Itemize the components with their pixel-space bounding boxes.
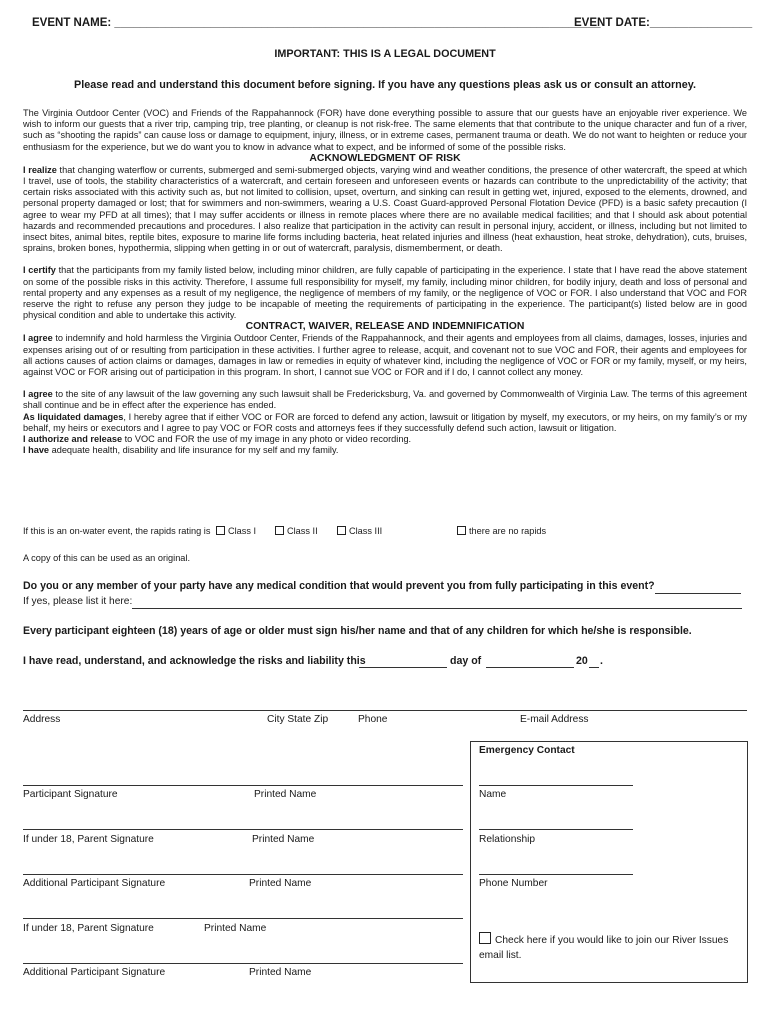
class3-option[interactable] [337,526,382,536]
emergency-relationship-line[interactable] [479,829,633,830]
legal-body [23,108,747,456]
agree2-paragraph [23,389,747,411]
agree1-paragraph [23,333,747,378]
parent-signature-label-1: If under 18, Parent Signature [23,834,154,845]
acknowledge-year-line[interactable] [589,667,599,668]
certify-paragraph [23,265,747,321]
printed-name-label-1: Printed Name [254,789,317,800]
participant-signature-label: Participant Signature [23,789,118,800]
authorize-text: to VOC and FOR the use of my image in any photo or video recording. [122,434,412,445]
acknowledge-text: I have read, understand, and acknowledge the risks and liability this [23,655,366,667]
intro-paragraph: The Virginia Outdoor Center (VOC) and Friends of the Rappahannock (FOR) have done everything possible to assure that our guests have an enjoyable river experience. We wish to inform our guests that a river trip, camping trip, tree planting, or cleanup is not risk-free. The same elements that that contribute to the unique character and fun of a river, such as “shooting the rapids” can cause loss or damage to equipment, injury, illness, or in extreme cases, permanent trauma or death. We do not want to heighten or reduce your enthusiasm for the experience, but we do want you to know in advance what to expect, and be informed of some of the possible risks. [23,108,747,152]
authorize-paragraph [23,434,747,445]
address-label: Address [23,714,61,725]
emergency-phone-line[interactable] [479,874,633,875]
class2-label: Class II [287,526,318,536]
year-prefix: 20 [576,655,588,667]
printed-name-label-3: Printed Name [249,878,312,889]
parent-signature-label-2: If under 18, Parent Signature [23,923,154,934]
additional-signature-line-2[interactable] [23,963,463,964]
realize-paragraph [23,165,747,255]
additional-signature-label-1: Additional Participant Signature [23,878,166,889]
rapids-rating-text: If this is an on-water event, the rapids rating is [23,526,211,536]
important-title: IMPORTANT: THIS IS A LEGAL DOCUMENT [274,48,496,60]
participant-signature-line[interactable] [23,785,463,786]
agree1-text: to indemnify and hold harmless the Virginia Outdoor Center, Friends of the Rappahannock, and their agents and employees from all claims, damages, losses, injuries and expenses arising out of or resulting from participation in these activities. I further agree to release, acquit, and covenant not to sue VOC and FOR, their agents and employees for all actions causes of action claims or damages, damages in law or remedies in equity of whatever kind, including the negligence of VOC or FOR or my family, myself, or my heirs, against VOC or FOR arising out of participation in this program. In short, I cannot sue VOC or FOR and if I do, I cannot collect any money. [23,333,747,378]
city-state-zip-label: City State Zip [267,714,329,725]
have-lead: I have [23,445,50,456]
parent-signature-line-1[interactable] [23,829,463,830]
please-read-note: Please read and understand this document before signing. If you have any questions pleas ask us or consult an attorney. [74,79,696,91]
emergency-name-line[interactable] [479,785,633,786]
join-list-label-2: email list. [479,950,522,961]
realize-text: that changing waterflow or currents, submerged and semi-submerged objects, varying wind and weather conditions, the presence of other watercraft, the speed at which I travel, use of tools, the stability characteristics of a watercraft, and certain foreseen and unforeseen events or hazards can contribute to the unpredictability of the activity; that certain risks associated with this activity such as, but not limited to collision, upset, overturn, and sinking can result in getting wet, injured, exposed to the elements, drowned, and personal property damaged or lost; that for swimmers and non-swimmers, wearing a U.S. Coast Guard-approved Personal Flotation Device (PFD) is a basic safety precaution (I agree to wear my PFD at all times); that I may suffer accidents or illness in remote places where there are no available medical facilities; and that I should ask about potential hazards and recommended precautions and procedures. I also realize that participation in the activity can result in personal injury, accident, or illness, including but not limited to insect bites, animal bites, reptile bites, exposure to marine life forms including bacteria, heat related injuries and illness (heat exhaustion, heat stroke, dehydration), cuts, bruises, sprains, broken bones, hypothermia, slipping when getting in or out of watercraft, paralysis, dismemberment, or death. [23,164,747,254]
no-rapids-checkbox[interactable] [457,526,466,535]
class2-option[interactable] [275,526,318,536]
liquidated-lead: As liquidated damages [23,411,124,422]
no-rapids-label: there are no rapids [469,526,547,536]
agree2-text: to the site of any lawsuit of the law governing any such lawsuit shall be Fredericksburg, Va. and governed by Commonwealth of Virginia Law. The terms of this agreement shall continue and be in effect after the experience has ended. [23,389,748,411]
parent-signature-line-2[interactable] [23,918,463,919]
no-rapids-option[interactable] [457,526,546,536]
medical-list-label: If yes, please list it here: [23,596,133,607]
class1-option[interactable] [216,526,256,536]
class1-checkbox[interactable] [216,526,225,535]
emergency-name-label: Name [479,789,507,800]
copy-note: A copy of this can be used as an original. [23,553,191,563]
acknowledge-end: . [600,655,603,667]
contract-heading: CONTRACT, WAIVER, RELEASE AND INDEMNIFICATION [245,321,525,333]
risk-heading: ACKNOWLEDGMENT OF RISK [309,152,461,164]
day-of-label: day of [450,655,482,667]
event-date-field[interactable]: EVENT DATE:________________ [574,17,753,29]
printed-name-label-4: Printed Name [204,923,267,934]
participant-note: Every participant eighteen (18) years of age or older must sign his/her name and that of any children for which he/she is responsible. [23,625,692,637]
liquidated-text: , I hereby agree that if either VOC or FOR are forced to defend any action, lawsuit or litigation by myself, my executors, or my heirs, on my family’s or my behalf, my heirs or executors and I agree to pay VOC or FOR costs and attorneys fees if they successfully defend such action, lawsuit or litigation. [23,411,747,433]
class1-label: Class I [228,526,257,536]
class2-checkbox[interactable] [275,526,284,535]
authorize-lead: I authorize and release [23,434,123,445]
certify-text: that the participants from my family listed below, including minor children, are fully capable of participating in the experience. I state that I have read the above statement on some of the possible risks in this activity. Therefore, I assume full responsibility for myself, my family, including minor children, for bodily injury, death and loss of personal and rental property and any expenses as a result of my negligence, the negligence of members of my family, or the negligence of VOC or FOR. I also understand that VOC and FOR reserve the right to refuse any person they judge to be incapable of meeting the requirements of participating in the experience. The participant(s) listed below are in good physical condition and able to undertake this activity. [23,265,747,321]
medical-list-line[interactable] [132,608,742,609]
join-list-label: Check here if you would like to join our River Issues [495,935,729,946]
liquidated-paragraph [23,412,747,434]
agree1-lead: I agree [23,333,53,344]
certify-lead: I certify [23,265,56,276]
acknowledge-day-line[interactable] [359,667,447,668]
printed-name-label-5: Printed Name [249,967,312,978]
class3-label: Class III [349,526,383,536]
phone-label: Phone [358,714,388,725]
email-label: E-mail Address [520,714,589,725]
have-text: adequate health, disability and life insurance for my self and my family. [49,445,339,456]
medical-question: Do you or any member of your party have any medical condition that would prevent you from fully participating in this event? [23,580,655,592]
emergency-contact-title: Emergency Contact [479,745,575,756]
agree2-lead: I agree [23,389,53,400]
medical-answer-line[interactable] [655,593,741,594]
class3-checkbox[interactable] [337,526,346,535]
address-line[interactable] [23,710,747,711]
emergency-phone-label: Phone Number [479,878,548,889]
realize-lead: I realize [23,164,57,175]
join-list-checkbox[interactable] [479,932,491,944]
additional-signature-label-2: Additional Participant Signature [23,967,166,978]
additional-signature-line-1[interactable] [23,874,463,875]
have-paragraph [23,445,747,456]
event-name-field[interactable]: EVENT NAME: ____________________________________________________________________________ [32,17,601,29]
join-list-option[interactable] [479,932,728,946]
acknowledge-month-line[interactable] [486,667,574,668]
printed-name-label-2: Printed Name [252,834,315,845]
emergency-relationship-label: Relationship [479,834,536,845]
emergency-contact-box [470,741,748,983]
